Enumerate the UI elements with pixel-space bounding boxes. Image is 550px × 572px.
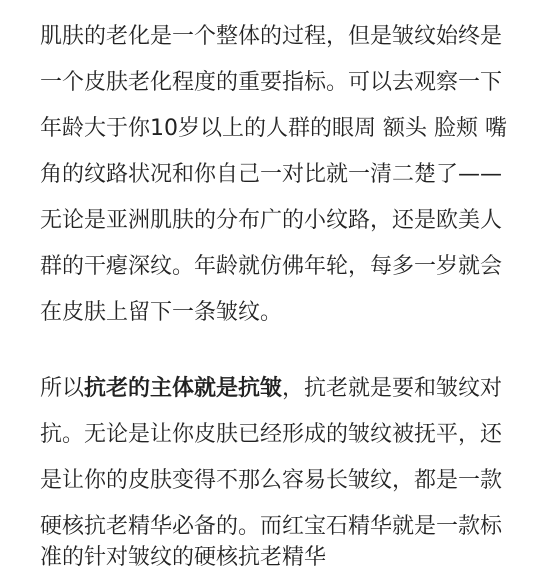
paragraph-1-line-7: 在皮肤上留下一条皱纹。 [40,300,283,325]
paragraph-1-line-3: 年龄大于你10岁以上的人群的眼周 额头 脸颊 嘴 [40,116,507,141]
paragraph-1-line-1: 肌肤的老化是一个整体的过程，但是皱纹始终是 [40,24,503,49]
paragraph-2-suffix: ，抗老就是要和皱纹对 [282,376,503,401]
paragraph-2-line-2: 抗。无论是让你皮肤已经形成的皱纹被抚平，还 [40,422,503,447]
paragraph-2-line-5-cut-off: 准的针对皱纹的硬核抗老精华 [40,545,327,570]
paragraph-1-line-2: 一个皮肤老化程度的重要指标。可以去观察一下 [40,70,503,95]
paragraph-2-line-4: 硬核抗老精华必备的。而红宝石精华就是一款标 [40,514,503,539]
paragraph-1-line-6: 群的干瘪深纹。年龄就仿佛年轮，每多一岁就会 [40,254,503,279]
paragraph-2-prefix: 所以 [40,376,85,401]
paragraph-1-line-4: 角的纹路状况和你自己一对比就一清二楚了—— [40,162,503,187]
paragraph-2-line-3: 是让你的皮肤变得不那么容易长皱纹，都是一款 [40,468,503,493]
paragraph-2-line-1 [40,375,530,403]
paragraph-2-bold-phrase: 抗老的主体就是抗皱 [84,376,283,401]
paragraph-1-line-5: 无论是亚洲肌肤的分布广的小纹路，还是欧美人 [40,208,503,233]
